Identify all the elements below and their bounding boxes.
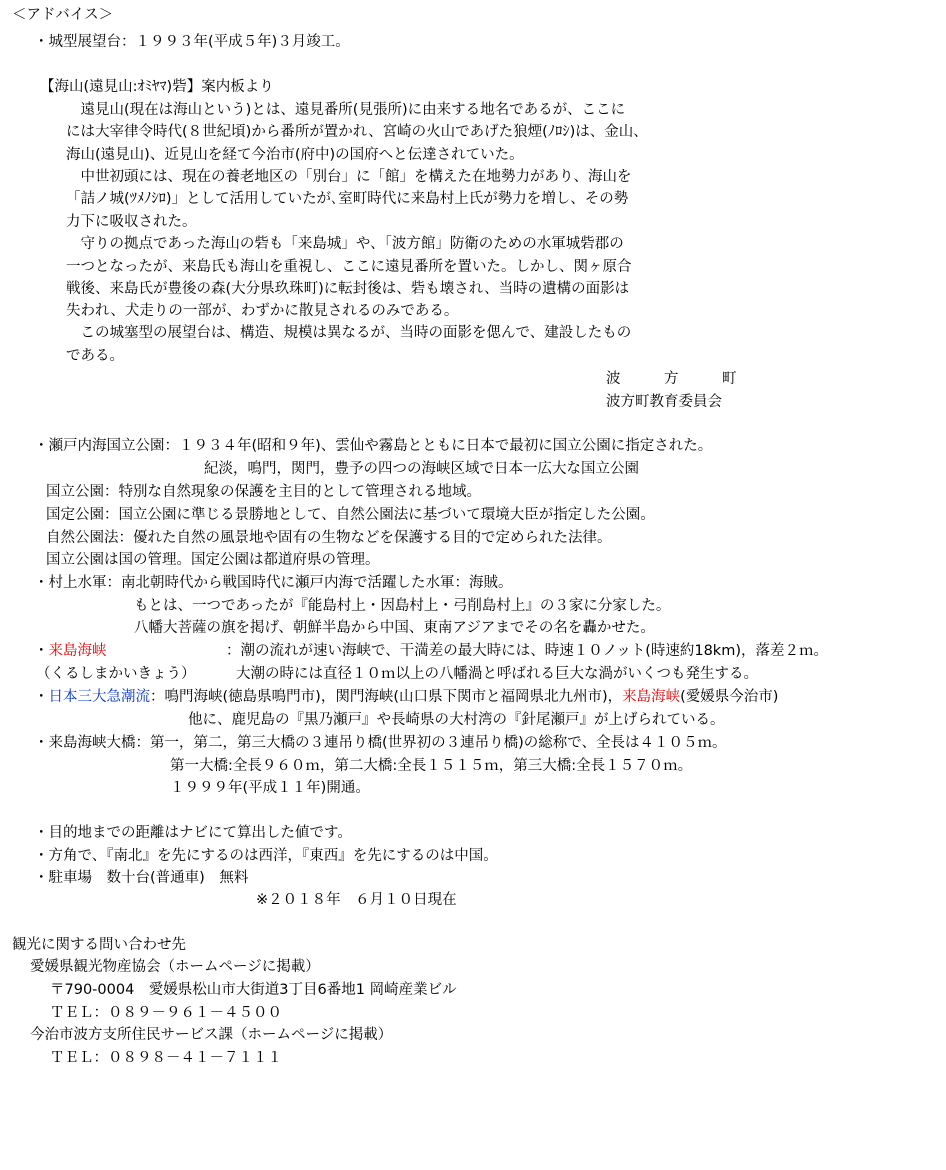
contact-heading: 観光に関する問い合わせ先 xyxy=(12,937,186,953)
bridge-line: 第一大橋:全長９６０ｍ，第二大橋:全長１５１５ｍ，第三大橋:全長１５７０ｍ。 xyxy=(170,758,693,774)
signboard-heading: 【海山(遠見山:ｵﾐﾔﾏ)砦】案内板より xyxy=(40,79,274,95)
contact-org: 愛媛県観光物産協会（ホームページに掲載） xyxy=(30,959,320,975)
tidal-currents-line xyxy=(34,686,778,708)
advice-heading: ＜アドバイス＞ xyxy=(12,7,114,23)
contact-address: 〒790-0004 愛媛県松山市大街道3丁目6番地1 岡崎産業ビル xyxy=(50,982,457,998)
signboard-line: 一つとなったが、来島氏も海山を重視し、ここに遠見番所を置いた。しかし、関ヶ原合 xyxy=(66,259,632,275)
kurushima-desc: ：潮の流れが速い海峡で、干満差の最大時には、時速１０ノット(時速約18km)，落差２ｍ。 xyxy=(226,643,828,659)
park-definition: 国立公園は国の管理。国定公園は都道府県の管理。 xyxy=(46,552,380,568)
kurushima-strait-name: 来島海峡 xyxy=(48,643,107,659)
note-line: ・方角で、『南北』を先にするのは西洋，『東西』を先にするのは中国。 xyxy=(34,848,498,864)
signboard-line: 「詰ノ城(ﾂﾒﾉｼﾛ)」として活用していたが､室町時代に来島村上氏が勢力を増し、その勢 xyxy=(66,191,629,207)
tidal-currents-name: 日本三大急潮流 xyxy=(48,689,150,705)
signboard-line: 力下に吸収された。 xyxy=(66,214,197,230)
signboard-line: には大宰律令時代(８世紀頃)から番所が置かれ、宮崎の火山であげた狼煙(ﾉﾛｼ)は、金山、 xyxy=(66,124,648,140)
signboard-line: 守りの拠点であった海山の砦も「来島城」や、「波方館」防衛のための水軍城砦郡の xyxy=(66,236,624,252)
signboard-line: 海山(遠見山)、近見山を経て今治市(府中)の国府へと伝達されていた。 xyxy=(66,147,524,163)
kurushima-strait-highlight: 来島海峡 xyxy=(622,689,681,705)
observatory-note: ・城型展望台：１９９３年(平成５年)３月竣工。 xyxy=(34,34,350,50)
setonaikai-line: ・瀬戸内海国立公園：１９３４年(昭和９年)、雲仙や霧島とともに日本で最初に国立公園に指定された。 xyxy=(34,438,713,454)
signboard-line: 遠見山(現在は海山という)とは、遠見番所(見張所)に由来する地名であるが、ここに xyxy=(66,102,626,118)
bridge-line: ・来島海峡大橋：第一，第二，第三大橋の３連吊り橋(世界初の３連吊り橋)の総称で、全長は４１０５ｍ。 xyxy=(34,735,727,751)
signboard-line: この城塞型の展望台は、構造、規模は異なるが、当時の面影を偲んで、建設したもの xyxy=(66,325,632,341)
signboard-line: 失われ、犬走りの一部が、わずかに散見されるのみである。 xyxy=(66,303,459,319)
setonaikai-line: 紀淡，鳴門，関門，豊予の四つの海峡区域で日本一広大な国立公園 xyxy=(204,461,639,477)
kurushima-reading: （くるしまかいきょう） xyxy=(36,666,196,682)
kurushima-desc: 大潮の時には直径１０ｍ以上の八幡渦と呼ばれる巨大な渦がいくつも発生する。 xyxy=(236,666,758,682)
note-line: ・目的地までの距離はナビにて算出した値です。 xyxy=(34,825,352,841)
contact-tel: ＴＥＬ：０８９８－４１－７１１１ xyxy=(50,1050,282,1066)
signboard-board: 波方町教育委員会 xyxy=(606,394,722,410)
park-definition: 国定公園：国立公園に準じる景勝地として、自然公園法に基づいて環境大臣が指定した公園。 xyxy=(46,507,655,523)
murakami-line: 八幡大菩薩の旗を掲げ、朝鮮半島から中国、東南アジアまでその名を轟かせた。 xyxy=(134,620,655,636)
bullet: ・ xyxy=(34,689,49,705)
tidal-currents-tail: (愛媛県今治市) xyxy=(680,689,779,705)
park-definition: 自然公園法：優れた自然の風景地や固有の生物などを保護する目的で定められた法律。 xyxy=(46,530,612,546)
tidal-currents-line2: 他に、鹿児島の『黒乃瀬戸』や長崎県の大村湾の『針尾瀬戸』が上げられている。 xyxy=(188,712,725,728)
park-definition: 国立公園：特別な自然現象の保護を主目的として管理される地域。 xyxy=(46,484,481,500)
signboard-line: 中世初頭には、現在の養老地区の「別台」に「館」を構えた在地勢力があり、海山を xyxy=(66,169,632,185)
signboard-town: 波 方 町 xyxy=(606,371,737,387)
murakami-line: ・村上水軍：南北朝時代から戦国時代に瀬戸内海で活躍した水軍：海賊。 xyxy=(34,575,513,591)
murakami-line: もとは、一つであったが『能島村上・因島村上・弓削島村上』の３家に分家した。 xyxy=(134,598,671,614)
as-of-date: ※２０１８年 ６月１０日現在 xyxy=(256,892,457,908)
note-line: ・駐車場 数十台(普通車) 無料 xyxy=(34,870,249,886)
signboard-line: 戦後、来島氏が豊後の森(大分県玖珠町)に転封後は、砦も壊され、当時の遺構の面影は xyxy=(66,281,630,297)
bridge-line: １９９９年(平成１１年)開通。 xyxy=(170,780,370,796)
tidal-currents-text: ：鳴門海峡(徳島県鳴門市)，関門海峡(山口県下関市と福岡県北九州市)， xyxy=(150,689,623,705)
signboard-line: である。 xyxy=(66,348,124,364)
kurushima-line xyxy=(34,640,107,662)
bullet: ・ xyxy=(34,643,49,659)
contact-tel: ＴＥＬ：０８９－９６１－４５００ xyxy=(50,1005,282,1021)
contact-org: 今治市波方支所住民サービス課（ホームページに掲載） xyxy=(30,1027,393,1043)
